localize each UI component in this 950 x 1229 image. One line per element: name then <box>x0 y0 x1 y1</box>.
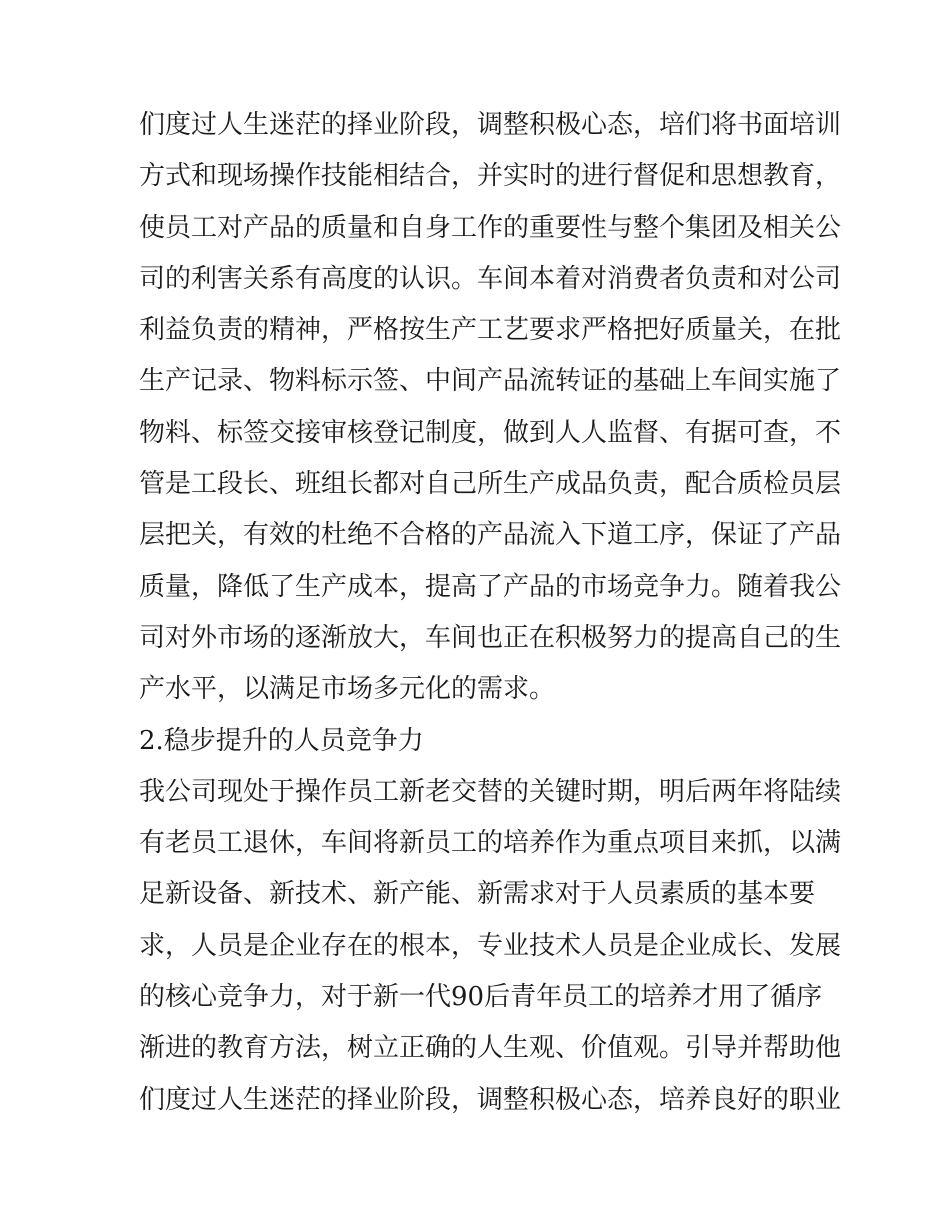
text-line: 我公司现处于操作员工新老交替的关键时期，明后两年将陆续 <box>139 776 842 807</box>
text-line: 司对外市场的逐渐放大，车间也正在积极努力的提高自己的生 <box>139 622 842 653</box>
text-line: 使员工对产品的质量和自身工作的重要性与整个集团及相关公 <box>139 212 842 243</box>
text-line: 物料、标签交接审核登记制度，做到人人监督、有据可查，不 <box>139 417 842 448</box>
text-line: 生产记录、物料标示签、中间产品流转证的基础上车间实施了 <box>139 366 842 397</box>
text-line: 求，人员是企业存在的根本，专业技术人员是企业成长、发展 <box>139 930 842 961</box>
text-line: 们度过人生迷茫的择业阶段，调整积极心态，培们将书面培训 <box>139 110 842 140</box>
section-heading: 2.稳步提升的人员竞争力 <box>139 725 424 756</box>
text-line: 方式和现场操作技能相结合，并实时的进行督促和思想教育， <box>139 161 842 192</box>
text-line: 质量，降低了生产成本，提高了产品的市场竞争力。随着我公 <box>139 571 842 602</box>
text-line: 足新设备、新技术、新产能、新需求对于人员素质的基本要 <box>139 879 816 910</box>
text-line: 利益负责的精神，严格按生产工艺要求严格把好质量关，在批 <box>139 315 842 346</box>
text-line: 层把关，有效的杜绝不合格的产品流入下道工序，保证了产品 <box>139 520 842 551</box>
text-line: 们度过人生迷茫的择业阶段，调整积极心态，培养良好的职业 <box>139 1084 842 1115</box>
text-line: 的核心竞争力，对于新一代90后青年员工的培养才用了循序 <box>139 982 823 1013</box>
text-line: 司的利害关系有高度的认识。车间本着对消费者负责和对公司 <box>139 263 842 294</box>
text-line: 渐进的教育方法，树立正确的人生观、价值观。引导并帮助他 <box>139 1033 842 1064</box>
text-line: 有老员工退休，车间将新员工的培养作为重点项目来抓，以满 <box>139 828 842 859</box>
text-line: 产水平，以满足市场多元化的需求。 <box>139 674 556 705</box>
text-line: 管是工段长、班组长都对自己所生产成品负责，配合质检员层 <box>139 469 842 500</box>
body-text <box>139 100 842 1126</box>
